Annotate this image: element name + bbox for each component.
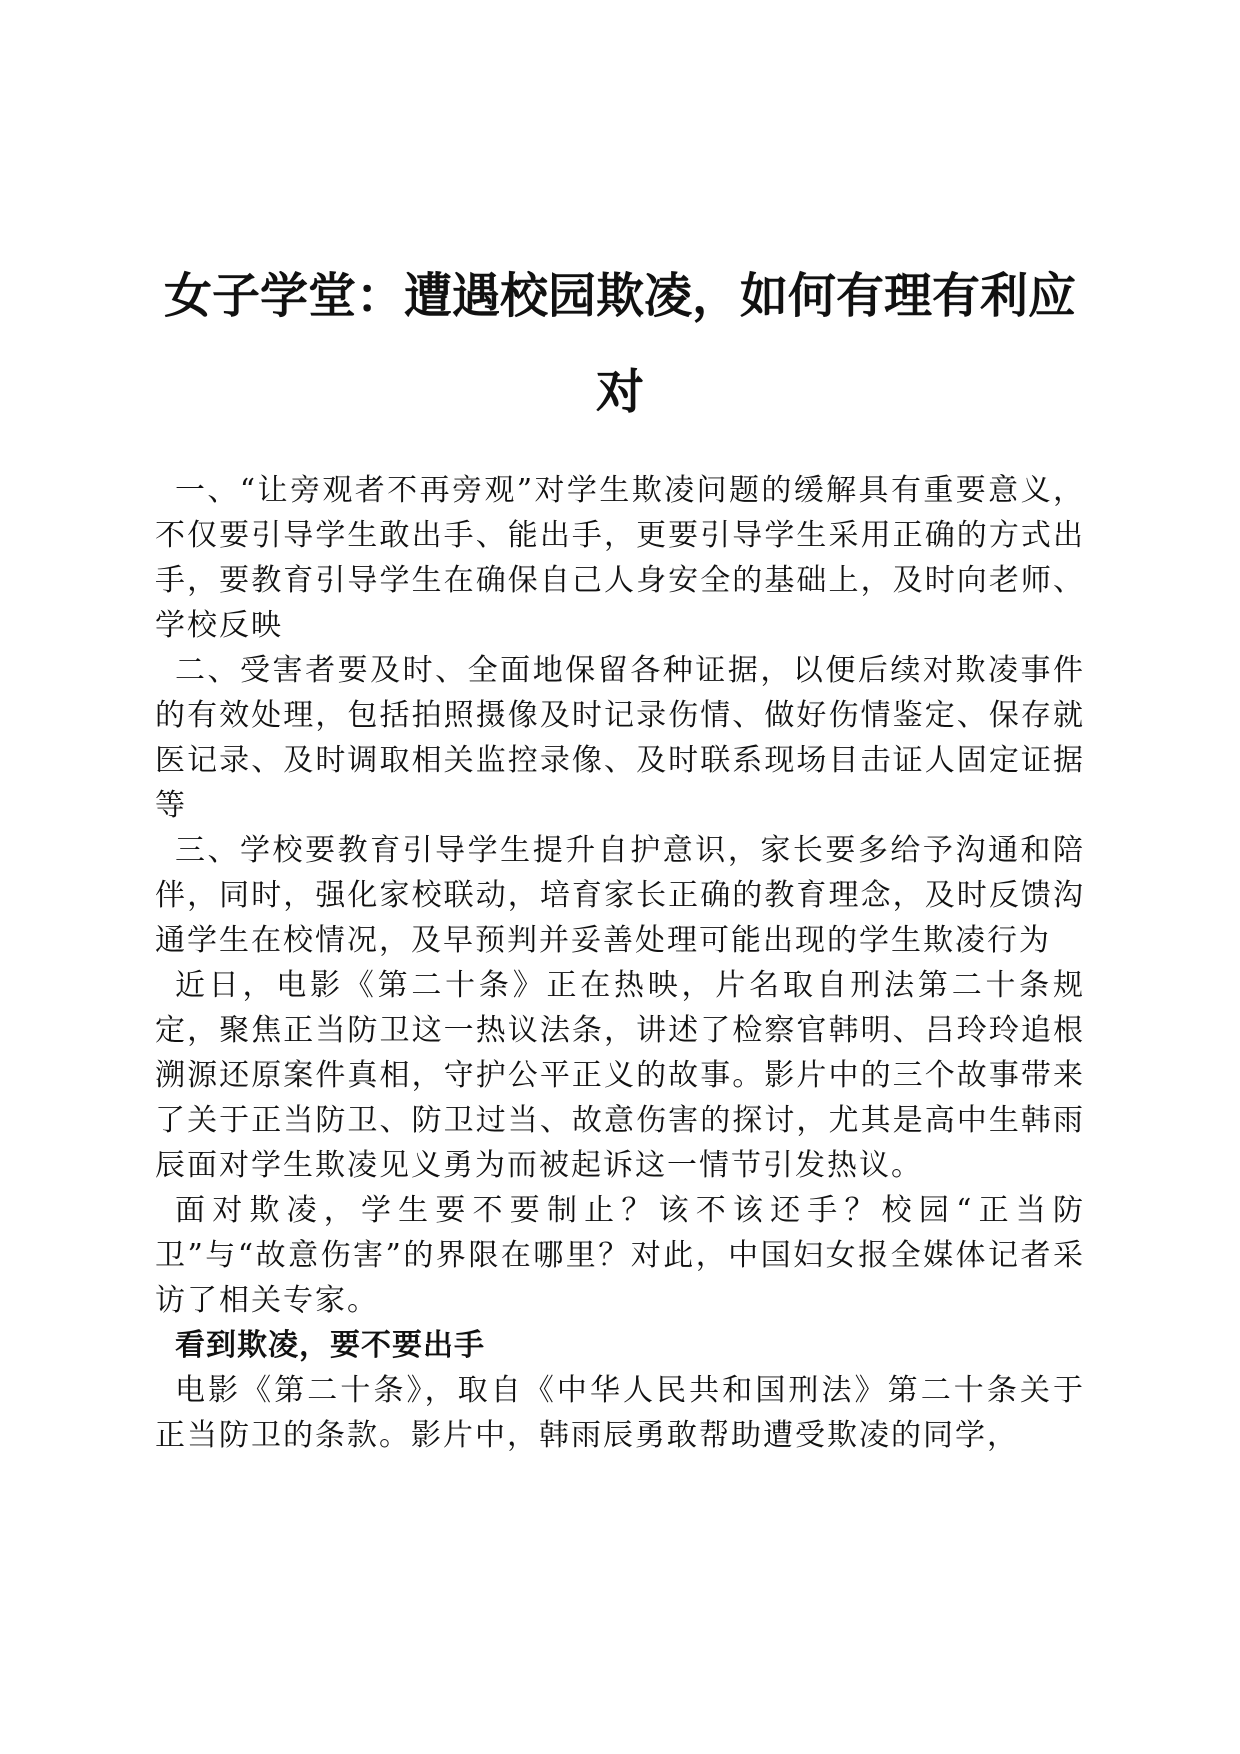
paragraph-5: 面对欺凌，学生要不要制止？该不该还手？校园“正当防卫”与“故意伤害”的界限在哪里？对此，中国妇女报全媒体记者采访了相关专家。 — [155, 1193, 1085, 1318]
paragraph-6: 电影《第二十条》，取自《中华人民共和国刑法》第二十条关于正当防卫的条款。影片中，韩雨辰勇敢帮助遭受欺凌的同学， — [155, 1373, 1085, 1453]
document-title: 女子学堂：遭遇校园欺凌，如何有理有利应对 — [163, 268, 1076, 420]
paragraph-2: 二、受害者要及时、全面地保留各种证据，以便后续对欺凌事件的有效处理，包括拍照摄像及时记录伤情、做好伤情鉴定、保存就医记录、及时调取相关监控录像、及时联系现场目击证人固定证据等 — [155, 653, 1085, 823]
paragraph-4: 近日，电影《第二十条》正在热映，片名取自刑法第二十条规定，聚焦正当防卫这一热议法条，讲述了检察官韩明、吕玲玲追根溯源还原案件真相，守护公平正义的故事。影片中的三个故事带来了关于正当防卫、防卫过当、故意伤害的探讨，尤其是高中生韩雨辰面对学生欺凌见义勇为而被起诉这一情节引发热议。 — [155, 968, 1085, 1183]
paragraph-1: 一、“让旁观者不再旁观”对学生欺凌问题的缓解具有重要意义，不仅要引导学生敢出手、能出手，更要引导学生采用正确的方式出手，要教育引导学生在确保自己人身安全的基础上，及时向老师、学校反映 — [155, 473, 1085, 643]
section-heading: 看到欺凌，要不要出手 — [175, 1328, 485, 1363]
document-body — [155, 468, 1085, 1458]
paragraph-3: 三、学校要教育引导学生提升自护意识，家长要多给予沟通和陪伴，同时，强化家校联动，培育家长正确的教育理念，及时反馈沟通学生在校情况，及早预判并妥善处理可能出现的学生欺凌行为 — [155, 833, 1085, 958]
